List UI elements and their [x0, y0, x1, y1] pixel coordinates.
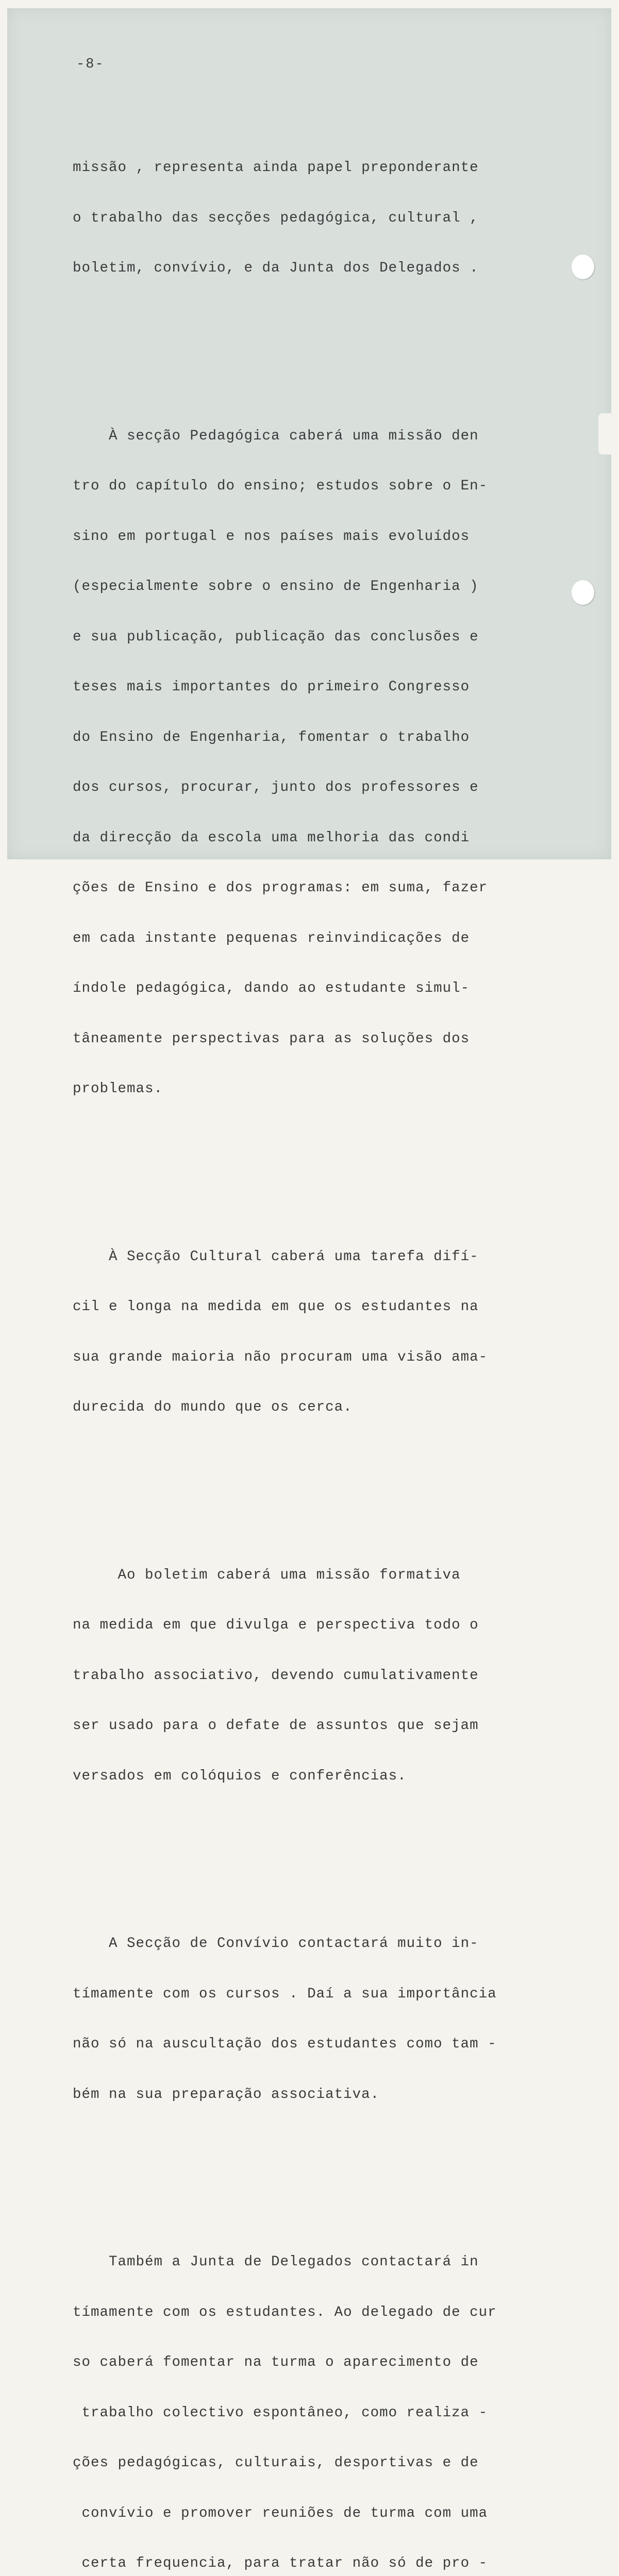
body-text [73, 93, 557, 2576]
text-line: durecida do mundo que os cerca. [73, 1399, 353, 1415]
text-line: na medida em que divulga e perspectiva todo o [73, 1617, 479, 1633]
text-line: tímamente com os cursos . Daí a sua importância [73, 1986, 497, 2002]
text-line: (especialmente sobre o ensino de Engenharia ) [73, 579, 479, 595]
text-line: índole pedagógica, dando ao estudante simul- [73, 980, 470, 996]
text-line: problemas. [73, 1081, 163, 1097]
text-line: bém na sua preparação associativa. [73, 2086, 380, 2103]
text-line: cil e longa na medida em que os estudantes na [73, 1299, 479, 1315]
text-line: boletim, convívio, e da Junta dos Delegados . [73, 260, 479, 276]
text-line: tímamente com os estudantes. Ao delegado de cur [73, 2304, 497, 2320]
text-line: em cada instante pequenas reinvindicações de [73, 930, 470, 946]
text-line: sino em portugal e nos países mais evoluídos [73, 528, 470, 545]
paragraph [73, 1902, 557, 2137]
binder-hole [572, 255, 594, 279]
text-line: convívio e promover reuniões de turma com uma [73, 2505, 488, 2521]
text-line: sua grande maioria não procuram uma visão ama- [73, 1349, 488, 1365]
paragraph [73, 395, 557, 1131]
text-line: ser usado para o defate de assuntos que sejam [73, 1718, 479, 1734]
text-line: À secção Pedagógica caberá uma missão den [73, 428, 479, 444]
text-line: ções de Ensino e dos programas: em suma, fazer [73, 880, 488, 896]
page-edge-notch [598, 413, 619, 454]
text-line: tâneamente perspectivas para as soluções dos [73, 1030, 470, 1047]
text-line: teses mais importantes do primeiro Congresso [73, 679, 470, 695]
text-line: ções pedagógicas, culturais, desportivas e de [73, 2455, 479, 2471]
text-line: missão , representa ainda papel preponderante [73, 160, 479, 176]
text-line: Também a Junta de Delegados contactará in [73, 2254, 479, 2270]
text-line: trabalho colectivo espontâneo, como realiza - [73, 2404, 488, 2421]
paragraph [73, 1534, 557, 1819]
text-line: dos cursos, procurar, junto dos professores e [73, 779, 479, 795]
text-line: certa frequencia, para tratar não só de pro - [73, 2555, 488, 2571]
text-line: A Secção de Convívio contactará muito in- [73, 1936, 479, 1952]
paragraph [73, 126, 557, 311]
text-line: o trabalho das secções pedagógica, cultural , [73, 210, 479, 226]
text-line: À Secção Cultural caberá uma tarefa difí- [73, 1248, 479, 1265]
binder-hole [572, 580, 594, 605]
text-line: da direcção da escola uma melhoria das condi [73, 829, 470, 846]
page-number: -8- [76, 57, 105, 72]
text-line: Ao boletim caberá uma missão formativa [73, 1567, 461, 1583]
paragraph [73, 2221, 557, 2576]
text-line: tro do capítulo do ensino; estudos sobre o En- [73, 478, 488, 494]
text-line: e sua publicação, publicação das conclusões e [73, 629, 479, 645]
text-line: versados em colóquios e conferências. [73, 1768, 407, 1784]
text-line: não só na auscultação dos estudantes como tam - [73, 2036, 497, 2052]
paragraph [73, 1215, 557, 1450]
text-line: so caberá fomentar na turma o aparecimento de [73, 2354, 479, 2370]
text-line: trabalho associativo, devendo cumulativamente [73, 1667, 479, 1684]
text-line: do Ensino de Engenharia, fomentar o trabalho [73, 729, 470, 745]
